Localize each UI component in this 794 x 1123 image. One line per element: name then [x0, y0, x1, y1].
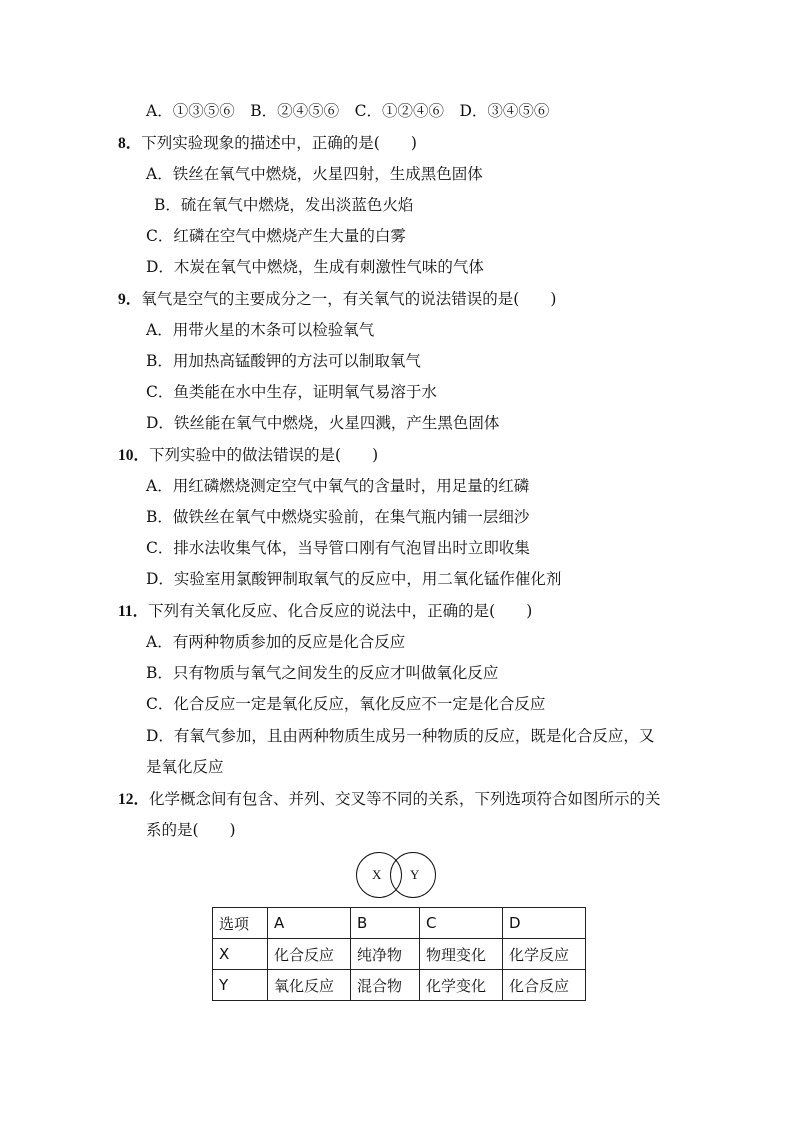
question-number: 11．: [118, 603, 149, 620]
question-number: 9．: [118, 291, 142, 308]
table-cell: 化合反应: [268, 939, 351, 970]
q8-option-c: C．红磷在空气中燃烧产生大量的白雾: [146, 227, 406, 245]
venn-label-y: Y: [410, 867, 420, 882]
question-text: 化学概念间有包含、并列、交叉等不同的关系，下列选项符合如图所示的关: [149, 790, 661, 808]
question-text: 下列有关氧化反应、化合反应的说法中，正确的是( ): [148, 602, 533, 620]
table-cell: 氧化反应: [268, 970, 351, 1001]
table-cell: 化合反应: [503, 970, 586, 1001]
venn-label-x: X: [372, 867, 382, 882]
table-cell: 纯净物: [351, 939, 420, 970]
question-8-stem: [118, 133, 417, 154]
table-header-cell: 选项: [213, 908, 268, 939]
q8-option-b: B．硫在氧气中燃烧，发出淡蓝色火焰: [154, 196, 414, 214]
q10-option-c: C．排水法收集气体，当导管口刚有气泡冒出时立即收集: [146, 539, 530, 557]
table-cell: 混合物: [351, 970, 420, 1001]
question-11-stem: [118, 601, 532, 622]
table-cell: 物理变化: [420, 939, 503, 970]
question-12-stem-continuation: 系的是( ): [146, 821, 236, 839]
q9-option-d: D．铁丝能在氧气中燃烧，火星四溅，产生黑色固体: [146, 414, 500, 432]
q9-option-c: C．鱼类能在水中生存，证明氧气易溶于水: [146, 383, 437, 401]
q10-option-b: B．做铁丝在氧气中燃烧实验前，在集气瓶内铺一层细沙: [146, 508, 530, 526]
question-10-stem: [118, 445, 378, 466]
table-cell: Y: [213, 970, 268, 1001]
q8-option-a: A．铁丝在氧气中燃烧，火星四射，生成黑色固体: [146, 165, 483, 183]
table-cell: 化学变化: [420, 970, 503, 1001]
table-cell: X: [213, 939, 268, 970]
question-number: 10．: [118, 447, 150, 464]
table-cell: 化学反应: [503, 939, 586, 970]
question-number: 12．: [118, 791, 150, 808]
q7-options: A．①③⑤⑥ B．②④⑤⑥ C．①②④⑥ D．③④⑤⑥: [146, 102, 550, 120]
q10-option-d: D．实验室用氯酸钾制取氧气的反应中，用二氧化锰作催化剂: [146, 570, 562, 588]
q9-option-a: A．用带火星的木条可以检验氧气: [146, 321, 375, 339]
table-header-cell: B: [351, 908, 420, 939]
question-number: 8．: [118, 135, 142, 152]
q10-option-a: A．用红磷燃烧测定空气中氧气的含量时，用足量的红磷: [146, 477, 530, 495]
q11-option-d-continuation: 是氧化反应: [146, 758, 224, 776]
venn-diagram: [356, 852, 438, 900]
table-header-cell: D: [503, 908, 586, 939]
q11-option-a: A．有两种物质参加的反应是化合反应: [146, 633, 406, 651]
options-table: [212, 907, 586, 1001]
question-12-stem: [118, 789, 661, 810]
q11-option-c: C．化合反应一定是氧化反应，氧化反应不一定是化合反应: [146, 695, 546, 713]
table-row: [213, 970, 586, 1001]
question-text: 氧气是空气的主要成分之一，有关氧气的说法错误的是( ): [141, 290, 557, 308]
question-9-stem: [118, 289, 556, 310]
question-text: 下列实验中的做法错误的是( ): [149, 446, 379, 464]
question-text: 下列实验现象的描述中，正确的是( ): [141, 134, 417, 152]
q9-option-b: B．用加热高锰酸钾的方法可以制取氧气: [146, 352, 421, 370]
table-row: [213, 939, 586, 970]
table-header-row: [213, 908, 586, 939]
table-header-cell: A: [268, 908, 351, 939]
q8-option-d: D．木炭在氧气中燃烧，生成有刺激性气味的气体: [146, 258, 484, 276]
q11-option-b: B．只有物质与氧气之间发生的反应才叫做氧化反应: [146, 664, 499, 682]
q11-option-d: D．有氧气参加，且由两种物质生成另一种物质的反应，既是化合反应，又: [146, 727, 655, 745]
table-header-cell: C: [420, 908, 503, 939]
